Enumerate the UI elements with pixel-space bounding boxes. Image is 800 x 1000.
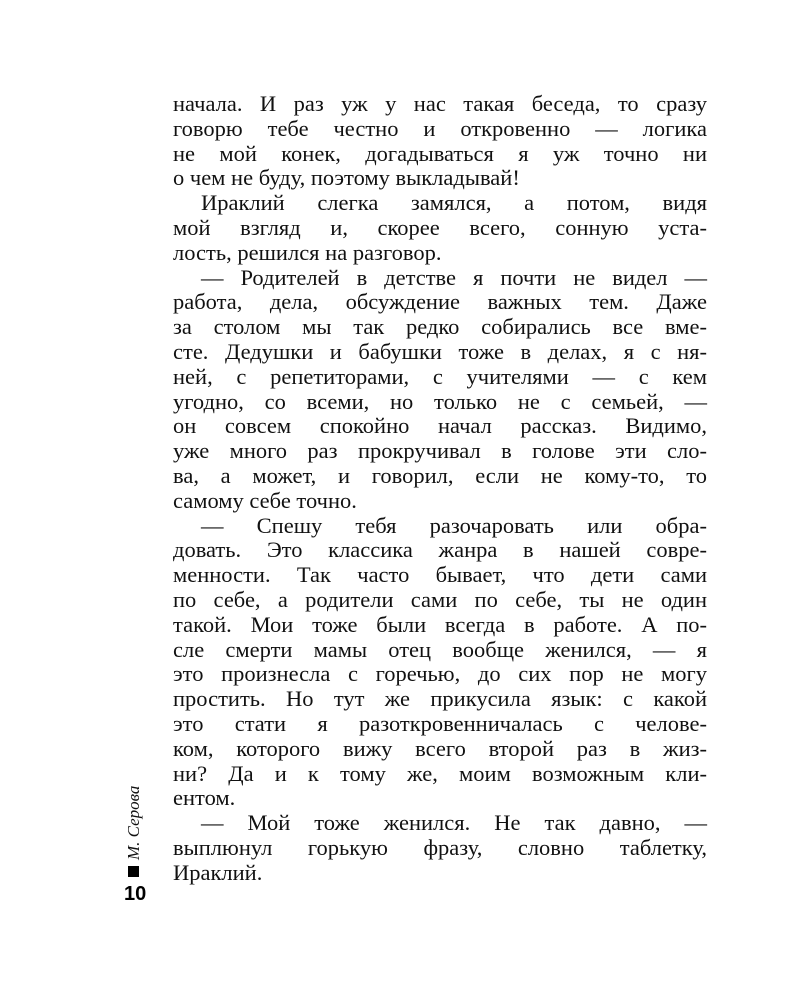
text-line: мой взгляд и, скорее всего, сонную уста- (173, 214, 707, 240)
square-marker-icon (128, 866, 139, 877)
text-line: — Родителей в детстве я почти не видел — (201, 264, 707, 290)
text-line: это произнесла с горечью, до сих пор не могу (173, 661, 707, 687)
text-line: — Спешу тебя разочаровать или обра- (201, 512, 707, 538)
text-line: такой. Мои тоже были всегда в работе. А по- (173, 611, 707, 637)
text-line: Ираклий. (173, 859, 263, 885)
text-line: не мой конек, догадываться я уж точно ни (173, 140, 707, 166)
text-line: довать. Это классика жанра в нашей совре- (173, 537, 707, 563)
page-number: 10 (124, 883, 147, 905)
running-head-author: М. Серова (124, 785, 143, 860)
text-line: выплюнул горькую фразу, словно таблетку, (173, 834, 707, 860)
text-line: простить. Но тут же прикусила язык: с какой (173, 686, 707, 712)
text-line: сле смерти мамы отец вообще женился, — я (173, 636, 707, 662)
text-line: ней, с репетиторами, с учителями — с кем (173, 363, 707, 389)
text-line: ком, которого вижу всего второй раз в жиз- (173, 735, 707, 761)
text-line: ентом. (173, 785, 236, 811)
text-line: это стати я разоткровенничалась с челове- (173, 710, 707, 736)
text-line: за столом мы так редко собирались все вме- (173, 314, 707, 340)
text-line: говорю тебе честно и откровенно — логика (173, 115, 707, 141)
text-line: самому себе точно. (173, 487, 357, 513)
text-line: ва, а может, и говорил, если не кому-то, то (173, 462, 707, 488)
text-line: — Мой тоже женился. Не так давно, — (201, 810, 707, 836)
text-line: лость, решился на разговор. (173, 239, 442, 265)
text-line: по себе, а родители сами по себе, ты не один (173, 586, 707, 612)
text-line: сте. Дедушки и бабушки тоже в делах, я с ня- (173, 338, 707, 364)
text-line: угодно, со всеми, но только не с семьей, — (173, 388, 707, 414)
text-line: менности. Так часто бывает, что дети сами (173, 562, 707, 588)
text-line: о чем не буду, поэтому выкладывай! (173, 165, 520, 191)
text-line: он совсем спокойно начал рассказ. Видимо, (173, 413, 707, 439)
text-line: Ираклий слегка замялся, а потом, видя (201, 190, 707, 216)
body-text (173, 92, 707, 886)
text-line: ни? Да и к тому же, моим возможным кли- (173, 760, 707, 786)
text-line: работа, дела, обсуждение важных тем. Даже (173, 289, 707, 315)
text-line: начала. И раз уж у нас такая беседа, то сразу (173, 91, 707, 116)
text-line: уже много раз прокручивал в голове эти сло- (173, 438, 707, 464)
